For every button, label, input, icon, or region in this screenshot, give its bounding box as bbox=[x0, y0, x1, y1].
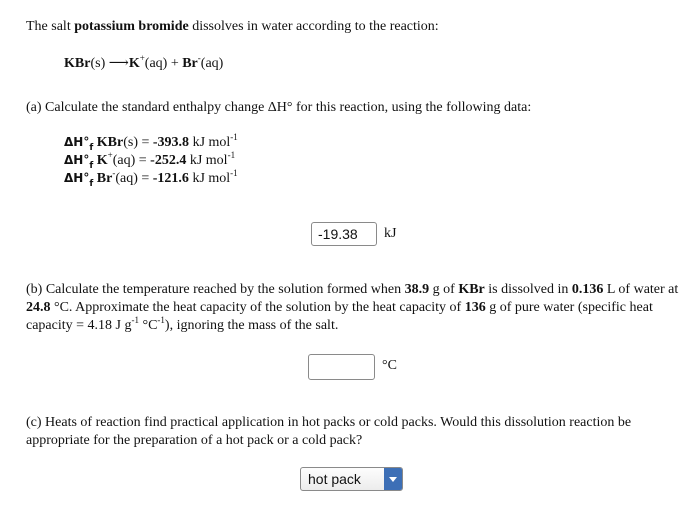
part-b-line-3: capacity = 4.18 J $g^{-1}$ $^\circ C^{-1}$), ignoring the mass of the salt. bbox=[26, 315, 339, 333]
reaction-arrow-icon: ⟶ bbox=[108, 56, 129, 71]
part-c-line-2: appropriate for the preparation of a hot pack or a cold pack? bbox=[26, 433, 363, 448]
unit-label-b: °C bbox=[382, 358, 397, 373]
reaction-equation: KBr(s) ⟶K+(aq) + Br-(aq) bbox=[64, 53, 224, 71]
data-row: $\Delta H^\circ_f$ Br-(aq) = -121.6 kJ mol$^{-1}$ bbox=[64, 168, 238, 189]
part-b-line-2: 24.8 °C. Approximate the heat capacity of the solution by the heat capacity of 136 g of pure water (specific heat bbox=[26, 300, 653, 315]
answer-input-b[interactable] bbox=[308, 354, 375, 380]
part-b-line-1: (b) Calculate the temperature reached by the solution formed when 38.9 g of KBr is dissolved in 0.136 L of water at bbox=[26, 282, 679, 297]
data-row: $\Delta H^\circ_f$ K+(aq) = -252.4 kJ mol$^{-1}$ bbox=[64, 150, 236, 171]
pack-type-selected-value: hot pack bbox=[308, 471, 361, 487]
part-c-line-1: (c) Heats of reaction find practical application in hot packs or cold packs. Would this dissolution reaction be bbox=[26, 415, 632, 430]
pack-type-select[interactable] bbox=[300, 467, 403, 491]
unit-label-a: kJ bbox=[384, 226, 397, 241]
chevron-down-icon[interactable] bbox=[384, 468, 402, 490]
answer-input-a[interactable]: -19.38 bbox=[311, 222, 377, 246]
part-a-question: (a) Calculate the standard enthalpy change ΔH° for this reaction, using the following data: bbox=[26, 100, 532, 115]
data-row: $\Delta H^\circ_f$ KBr(s) = -393.8 kJ mol$^{-1}$ bbox=[64, 132, 238, 153]
intro-text: The salt potassium bromide dissolves in water according to the reaction: bbox=[26, 19, 439, 34]
